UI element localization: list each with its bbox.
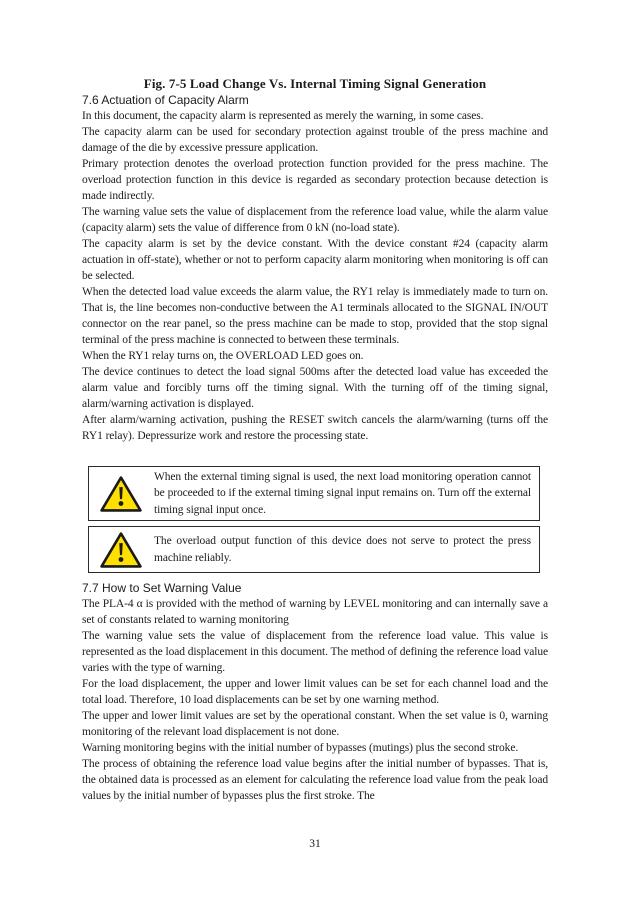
- section-7-7-body: [82, 596, 548, 804]
- section-7-7: [82, 596, 548, 804]
- section-7-6: [82, 76, 548, 444]
- paragraph: The device continues to detect the load signal 500ms after the detected load value has exceeded the alarm value and forcibly turns off the timing signal. With the turning off of the timing signal, alarm/warning activation is displayed.: [82, 366, 548, 410]
- warning-callout-box: [88, 466, 540, 521]
- paragraph: Primary protection denotes the overload protection function provided for the press machine. The overload protection function in this device is regarded as secondary protection because detection is made indirectly.: [82, 158, 548, 202]
- paragraph: The warning value sets the value of displacement from the reference load value, while the alarm value (capacity alarm) sets the value of difference from 0 kN (no-load state).: [82, 206, 548, 234]
- paragraph: The PLA-4 α is provided with the method of warning by LEVEL monitoring and can internally save a set of constants related to warning monitoring: [82, 598, 548, 626]
- figure-caption: Fig. 7-5 Load Change Vs. Internal Timing Signal Generation: [143, 76, 487, 91]
- warning-triangle-icon: [99, 475, 143, 513]
- page-number: 31: [309, 838, 321, 850]
- paragraph: When the detected load value exceeds the alarm value, the RY1 relay is immediately made to turn on. That is, the line becomes non-conductive between the A1 terminals allocated to the SIGNAL IN/OUT connector on the rear panel, so the press machine can be made to stop, provided that the stop signal terminal of the press machine is connected to between these terminals.: [82, 286, 548, 346]
- paragraph: After alarm/warning activation, pushing the RESET switch cancels the alarm/warning (turns off the RY1 relay). Depressurize work and restore the processing state.: [82, 414, 548, 442]
- paragraph: The warning value sets the value of displacement from the reference load value. This value is represented as the load displacement in this document. The method of defining the reference load value varies with the type of warning.: [82, 630, 548, 674]
- paragraph: Warning monitoring begins with the initial number of bypasses (mutings) plus the second stroke.: [82, 742, 519, 754]
- warning-callout-box: [88, 526, 540, 573]
- paragraph: In this document, the capacity alarm is represented as merely the warning, in some cases.: [82, 110, 484, 122]
- section-7-6-body: [82, 108, 548, 444]
- paragraph: When the RY1 relay turns on, the OVERLOAD LED goes on.: [82, 350, 364, 362]
- paragraph: The capacity alarm is set by the device constant. With the device constant #24 (capacity alarm actuation in off-state), whether or not to perform capacity alarm monitoring when monitoring is off can be selected.: [82, 238, 548, 282]
- paragraph: The upper and lower limit values are set by the operational constant. When the set value is 0, warning monitoring of the relevant load displacement is not done.: [82, 710, 548, 738]
- warning-triangle-icon: [99, 531, 143, 569]
- section-7-6-heading: 7.6 Actuation of Capacity Alarm: [82, 93, 249, 107]
- warning-text: When the external timing signal is used, the next load monitoring operation cannot be proceeded to if the external timing signal input remains on. Turn off the external timing signal input once.: [154, 470, 531, 516]
- paragraph: For the load displacement, the upper and lower limit values can be set for each channel load and the total load. Therefore, 10 load displacements can be set by one warning method.: [82, 678, 548, 706]
- warning-text: The overload output function of this device does not serve to protect the press machine reliably.: [154, 535, 531, 564]
- section-7-7-heading: 7.7 How to Set Warning Value: [82, 581, 242, 595]
- paragraph: The capacity alarm can be used for secondary protection against trouble of the press machine and damage of the die by excessive pressure application.: [82, 126, 548, 154]
- paragraph: The process of obtaining the reference load value begins after the initial number of bypasses. That is, the obtained data is processed as an element for calculating the reference load value from the peak load values by the initial number of bypasses plus the first stroke. The: [82, 758, 548, 802]
